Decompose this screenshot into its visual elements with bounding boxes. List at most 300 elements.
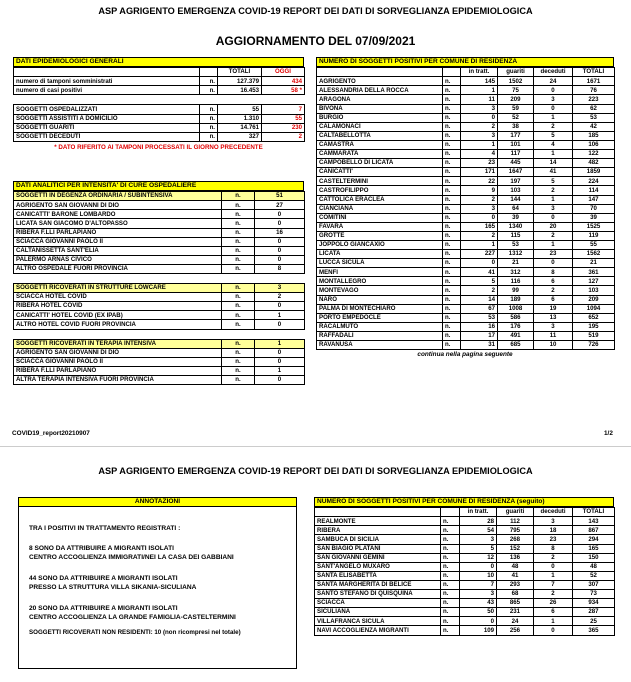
in-trattamento: 2 — [461, 286, 498, 295]
annotazioni-line: 44 SONO DA ATTRIBUIRE A MIGRANTI ISOLATI — [29, 575, 178, 582]
table-row — [317, 140, 615, 149]
in-trattamento: 54 — [460, 526, 497, 535]
guariti: 1647 — [498, 168, 534, 177]
row-unit: n. — [443, 222, 461, 231]
table-row — [317, 277, 615, 286]
totali: 934 — [573, 599, 615, 608]
row-unit: n. — [443, 313, 461, 322]
table-row — [317, 268, 615, 277]
totali: 361 — [573, 268, 615, 277]
comune-name: RIBERA — [315, 526, 441, 535]
comune-name: CATTOLICA ERACLEA — [317, 195, 443, 204]
intensita-block1 — [13, 191, 305, 274]
page1-header: ASP AGRIGENTO EMERGENZA COVID-19 REPORT DEI DATI DI SORVEGLIANZA EPIDEMIOLOGICA — [98, 6, 533, 16]
row-unit: n. — [222, 348, 255, 357]
table-row — [14, 264, 305, 273]
deceduti: 14 — [534, 159, 573, 168]
table-row — [14, 123, 305, 132]
row-unit: n. — [441, 599, 460, 608]
comune-name: CAMMARATA — [317, 150, 443, 159]
comune-name: CAMPOBELLO DI LICATA — [317, 159, 443, 168]
table-row — [315, 517, 615, 526]
row-unit: n. — [222, 210, 255, 219]
totali: 127 — [573, 277, 615, 286]
table-row — [317, 104, 615, 113]
table-row — [14, 114, 305, 123]
row-label: ALTRA TERAPIA INTENSIVA FUORI PROVINCIA — [14, 375, 222, 384]
row-label: SOGGETTI RICOVERATI IN STRUTTURE LOWCARE — [14, 284, 222, 293]
intensita-block3 — [13, 339, 305, 385]
guariti: 1340 — [498, 222, 534, 231]
table-row — [315, 526, 615, 535]
table-header-row — [14, 68, 305, 77]
comune-name: CALAMONACI — [317, 122, 443, 131]
table-row — [315, 535, 615, 544]
totali: 1525 — [573, 222, 615, 231]
totali: 652 — [573, 313, 615, 322]
row-unit: n. — [443, 204, 461, 213]
row-value: 0 — [255, 246, 305, 255]
table-row — [317, 204, 615, 213]
header-spacer — [200, 68, 218, 77]
guariti: 586 — [498, 313, 534, 322]
table-row — [317, 213, 615, 222]
row-unit: n. — [222, 264, 255, 273]
comune-name: PALMA DI MONTECHIARO — [317, 304, 443, 313]
guariti: 41 — [497, 571, 534, 580]
guariti: 39 — [498, 213, 534, 222]
table-row — [315, 626, 615, 635]
row-label: RIBERA F.LLI PARLAPIANO — [14, 228, 222, 237]
guariti: 1008 — [498, 304, 534, 313]
guariti: 445 — [498, 159, 534, 168]
table-row — [317, 77, 615, 86]
totali: 122 — [573, 150, 615, 159]
deceduti: 5 — [534, 131, 573, 140]
table-row — [14, 311, 305, 320]
comune-name: CANICATTI' — [317, 168, 443, 177]
row-unit: n. — [443, 86, 461, 95]
header-spacer — [315, 508, 441, 517]
in-trattamento: 22 — [461, 177, 498, 186]
row-unit: n. — [222, 302, 255, 311]
table-row — [14, 192, 305, 201]
comune-name: LICATA — [317, 250, 443, 259]
row-unit: n. — [441, 535, 460, 544]
table-row — [14, 132, 305, 141]
totali: 519 — [573, 331, 615, 340]
row-unit: n. — [222, 366, 255, 375]
header-cell: guariti — [497, 508, 534, 517]
guariti: 24 — [497, 617, 534, 626]
totali: 307 — [573, 580, 615, 589]
totali: 53 — [573, 113, 615, 122]
totali: 39 — [573, 213, 615, 222]
row-value: 0 — [255, 357, 305, 366]
in-trattamento: 41 — [461, 268, 498, 277]
row-unit: n. — [222, 237, 255, 246]
totali: 294 — [573, 535, 615, 544]
deceduti: 3 — [534, 517, 573, 526]
totali: 1562 — [573, 250, 615, 259]
totali: 482 — [573, 159, 615, 168]
row-label: AGRIGENTO SAN GIOVANNI DI DIO — [14, 348, 222, 357]
comune-name: CASTROFILIPPO — [317, 186, 443, 195]
deceduti: 0 — [534, 104, 573, 113]
deceduti: 20 — [534, 222, 573, 231]
deceduti: 19 — [534, 304, 573, 313]
footer-report-id: COVID19_report20210907 — [12, 430, 90, 437]
header-cell: TOTALI — [573, 508, 615, 517]
row-unit: n. — [441, 626, 460, 635]
row-oggi: 434 — [262, 77, 305, 86]
header-spacer — [317, 68, 443, 77]
in-trattamento: 3 — [460, 535, 497, 544]
in-trattamento: 1 — [461, 86, 498, 95]
guariti: 209 — [498, 95, 534, 104]
guariti: 177 — [498, 131, 534, 140]
totali: 48 — [573, 562, 615, 571]
in-trattamento: 145 — [461, 77, 498, 86]
annotazioni-line: PRESSO LA STRUTTURA VILLA SIKANIA-SICULIANA — [29, 584, 197, 591]
deceduti: 11 — [534, 331, 573, 340]
totali: 223 — [573, 95, 615, 104]
deceduti: 8 — [534, 268, 573, 277]
totali: 25 — [573, 617, 615, 626]
table-row — [317, 322, 615, 331]
annotazioni-line: CENTRO ACCOGLIENZA IMMIGRATI/NEI LA CASA DEI GABBIANI — [29, 554, 234, 561]
table-row — [315, 580, 615, 589]
row-totali: 127.379 — [218, 77, 262, 86]
guariti: 117 — [498, 150, 534, 159]
totali: 150 — [573, 553, 615, 562]
deceduti: 1 — [534, 571, 573, 580]
guariti: 685 — [498, 341, 534, 350]
row-unit: n. — [441, 544, 460, 553]
row-label: SCIACCA GIOVANNI PAOLO II — [14, 237, 222, 246]
deceduti: 8 — [534, 544, 573, 553]
in-trattamento: 0 — [460, 562, 497, 571]
totali: 1859 — [573, 168, 615, 177]
in-trattamento: 11 — [461, 95, 498, 104]
table-row — [317, 259, 615, 268]
table-row — [315, 608, 615, 617]
totali: 195 — [573, 322, 615, 331]
row-label: ALTRO HOTEL COVID FUORI PROVINCIA — [14, 320, 222, 329]
row-label: CALTANISSETTA SANT'ELIA — [14, 246, 222, 255]
row-unit: n. — [222, 357, 255, 366]
row-unit: n. — [441, 562, 460, 571]
totali: 62 — [573, 104, 615, 113]
row-unit: n. — [222, 311, 255, 320]
guariti: 21 — [498, 259, 534, 268]
row-unit: n. — [200, 77, 218, 86]
comuni-seguito-panel — [314, 497, 614, 636]
row-unit: n. — [443, 259, 461, 268]
table-row — [315, 590, 615, 599]
row-unit: n. — [443, 159, 461, 168]
deceduti: 6 — [534, 277, 573, 286]
deceduti: 2 — [534, 286, 573, 295]
in-trattamento: 4 — [461, 150, 498, 159]
in-trattamento: 1 — [461, 240, 498, 249]
row-unit: n. — [222, 201, 255, 210]
row-unit: n. — [441, 580, 460, 589]
table-row — [14, 375, 305, 384]
table-row — [14, 77, 305, 86]
in-trattamento: 43 — [460, 599, 497, 608]
guariti: 197 — [498, 177, 534, 186]
deceduti: 3 — [534, 95, 573, 104]
comune-name: COMITINI — [317, 213, 443, 222]
in-trattamento: 10 — [460, 571, 497, 580]
row-label: RIBERA F.LLI PARLAPIANO — [14, 366, 222, 375]
in-trattamento: 14 — [461, 295, 498, 304]
in-trattamento: 12 — [460, 553, 497, 562]
table-row — [317, 195, 615, 204]
row-unit: n. — [443, 140, 461, 149]
comune-name: NARO — [317, 295, 443, 304]
guariti: 268 — [497, 535, 534, 544]
row-label: numero di tamponi somministrati — [14, 77, 200, 86]
deceduti: 0 — [534, 562, 573, 571]
deceduti: 6 — [534, 608, 573, 617]
row-unit: n. — [200, 123, 218, 132]
table-row — [315, 571, 615, 580]
comune-name: MONTEVAGO — [317, 286, 443, 295]
row-unit: n. — [443, 195, 461, 204]
row-unit: n. — [222, 246, 255, 255]
row-label: LICATA SAN GIACOMO D'ALTOPASSO — [14, 219, 222, 228]
totali: 143 — [573, 517, 615, 526]
deceduti: 23 — [534, 250, 573, 259]
row-label: SOGGETTI GUARITI — [14, 123, 200, 132]
row-unit: n. — [443, 286, 461, 295]
guariti: 48 — [497, 562, 534, 571]
row-unit: n. — [443, 268, 461, 277]
intensita-block2 — [13, 283, 305, 329]
table-row — [317, 113, 615, 122]
annotazioni-panel — [18, 497, 297, 669]
table-row — [14, 357, 305, 366]
deceduti: 2 — [534, 231, 573, 240]
totali: 209 — [573, 295, 615, 304]
table-row — [315, 544, 615, 553]
row-value: 0 — [255, 302, 305, 311]
in-trattamento: 9 — [461, 186, 498, 195]
guariti: 52 — [498, 113, 534, 122]
in-trattamento: 50 — [460, 608, 497, 617]
table-row — [317, 86, 615, 95]
guariti: 189 — [498, 295, 534, 304]
row-unit: n. — [222, 284, 255, 293]
annotazioni-line: 8 SONO DA ATTRIBUIRE A MIGRANTI ISOLATI — [29, 545, 174, 552]
row-label: SOGGETTI ASSISTITI A DOMICILIO — [14, 114, 200, 123]
table-row — [14, 105, 305, 114]
comuni-table — [316, 67, 615, 350]
deceduti: 1 — [534, 150, 573, 159]
table-row — [317, 240, 615, 249]
row-unit: n. — [443, 322, 461, 331]
deceduti: 26 — [534, 599, 573, 608]
in-trattamento: 1 — [461, 140, 498, 149]
totali: 1094 — [573, 304, 615, 313]
comune-name: RAVANUSA — [317, 341, 443, 350]
comune-name: SANTA MARGHERITA DI BELICE — [315, 580, 441, 589]
row-unit: n. — [441, 517, 460, 526]
totali: 185 — [573, 131, 615, 140]
in-trattamento: 171 — [461, 168, 498, 177]
guariti: 312 — [498, 268, 534, 277]
in-trattamento: 3 — [460, 590, 497, 599]
comune-name: AGRIGENTO — [317, 77, 443, 86]
row-unit: n. — [443, 150, 461, 159]
totali: 224 — [573, 177, 615, 186]
dati-generali-panel — [13, 57, 304, 151]
row-unit: n. — [443, 131, 461, 140]
table-row — [14, 210, 305, 219]
in-trattamento: 165 — [461, 222, 498, 231]
in-trattamento: 5 — [460, 544, 497, 553]
comune-name: BIVONA — [317, 104, 443, 113]
table-row — [317, 150, 615, 159]
row-unit: n. — [222, 320, 255, 329]
row-oggi: 58 * — [262, 86, 305, 95]
deceduti: 0 — [534, 259, 573, 268]
table-row — [317, 341, 615, 350]
row-label: numero di casi positivi — [14, 86, 200, 95]
header-cell: deceduti — [534, 68, 573, 77]
in-trattamento: 53 — [461, 313, 498, 322]
table-row — [317, 95, 615, 104]
header-totali: TOTALI — [218, 68, 262, 77]
table-row — [315, 553, 615, 562]
comune-name: JOPPOLO GIANCAXIO — [317, 240, 443, 249]
deceduti: 3 — [534, 322, 573, 331]
row-value: 51 — [255, 192, 305, 201]
table-row — [317, 131, 615, 140]
deceduti: 13 — [534, 313, 573, 322]
guariti: 116 — [498, 277, 534, 286]
in-trattamento: 5 — [461, 277, 498, 286]
guariti: 1502 — [498, 77, 534, 86]
row-totali: 1.310 — [218, 114, 262, 123]
in-trattamento: 31 — [461, 341, 498, 350]
deceduti: 1 — [534, 240, 573, 249]
row-unit: n. — [222, 219, 255, 228]
comuni-continua: continua nella pagina seguente — [417, 351, 513, 359]
guariti: 75 — [498, 86, 534, 95]
table-row — [14, 366, 305, 375]
comuni-seguito-title: NUMERO DI SOGGETTI POSITIVI PER COMUNE DI RESIDENZA (seguito) — [314, 497, 614, 507]
guariti: 1312 — [498, 250, 534, 259]
table-row — [14, 201, 305, 210]
page1-subheader: AGGIORNAMENTO DEL 07/09/2021 — [215, 34, 416, 48]
deceduti: 0 — [534, 86, 573, 95]
row-unit: n. — [443, 250, 461, 259]
comuni-seguito-table — [314, 507, 615, 635]
totali: 726 — [573, 341, 615, 350]
table-row — [317, 231, 615, 240]
dati-generali-soggetti-table — [13, 104, 305, 141]
row-totali: 55 — [218, 105, 262, 114]
deceduti: 7 — [534, 580, 573, 589]
row-value: 0 — [255, 210, 305, 219]
in-trattamento: 2 — [461, 195, 498, 204]
in-trattamento: 2 — [461, 122, 498, 131]
row-oggi: 7 — [262, 105, 305, 114]
deceduti: 0 — [534, 626, 573, 635]
row-label: SOGGETTI OSPEDALIZZATI — [14, 105, 200, 114]
table-row — [14, 237, 305, 246]
in-trattamento: 0 — [461, 259, 498, 268]
guariti: 68 — [497, 590, 534, 599]
deceduti: 5 — [534, 177, 573, 186]
deceduti: 0 — [534, 213, 573, 222]
comune-name: MONTALLEGRO — [317, 277, 443, 286]
row-label: CANICATTI' BARONE LOMBARDO — [14, 210, 222, 219]
header-cell: in tratt. — [460, 508, 497, 517]
row-unit: n. — [222, 339, 255, 348]
row-oggi: 2 — [262, 132, 305, 141]
guariti: 293 — [497, 580, 534, 589]
intensita-title: DATI ANALITICI PER INTENSITA' DI CURE OSPEDALIERE — [13, 181, 304, 191]
in-trattamento: 0 — [461, 213, 498, 222]
row-unit: n. — [443, 122, 461, 131]
in-trattamento: 7 — [460, 580, 497, 589]
comune-name: BURGIO — [317, 113, 443, 122]
row-unit: n. — [222, 293, 255, 302]
row-totali: 14.761 — [218, 123, 262, 132]
guariti: 491 — [498, 331, 534, 340]
comune-name: RAFFADALI — [317, 331, 443, 340]
deceduti: 24 — [534, 77, 573, 86]
row-unit: n. — [441, 617, 460, 626]
row-unit: n. — [443, 295, 461, 304]
comune-name: NAVI ACCOGLIENZA MIGRANTI — [315, 626, 441, 635]
row-value: 0 — [255, 237, 305, 246]
row-value: 2 — [255, 293, 305, 302]
comune-name: SAN GIOVANNI GEMINI — [315, 553, 441, 562]
table-row — [14, 246, 305, 255]
row-unit: n. — [222, 375, 255, 384]
row-unit: n. — [441, 590, 460, 599]
guariti: 795 — [497, 526, 534, 535]
comune-name: PORTO EMPEDOCLE — [317, 313, 443, 322]
guariti: 256 — [497, 626, 534, 635]
comune-name: LUCCA SICULA — [317, 259, 443, 268]
table-row — [14, 320, 305, 329]
table-row — [315, 562, 615, 571]
comune-name: SANT'ANGELO MUXARO — [315, 562, 441, 571]
totali: 114 — [573, 186, 615, 195]
row-label: SOGGETTI RICOVERATI IN TERAPIA INTENSIVA — [14, 339, 222, 348]
comuni-title: NUMERO DI SOGGETTI POSITIVI PER COMUNE DI RESIDENZA — [316, 57, 614, 67]
row-unit: n. — [443, 213, 461, 222]
guariti: 144 — [498, 195, 534, 204]
in-trattamento: 28 — [460, 517, 497, 526]
deceduti: 41 — [534, 168, 573, 177]
totali: 103 — [573, 286, 615, 295]
row-label: PALERMO ARNAS CIVICO — [14, 255, 222, 264]
footer-page-number: 1/2 — [604, 430, 613, 437]
annotazioni-line: TRA I POSITIVI IN TRATTAMENTO REGISTRATI : — [29, 525, 181, 532]
table-row — [14, 228, 305, 237]
guariti: 231 — [497, 608, 534, 617]
header-cell: guariti — [498, 68, 534, 77]
in-trattamento: 3 — [461, 131, 498, 140]
row-unit: n. — [200, 132, 218, 141]
